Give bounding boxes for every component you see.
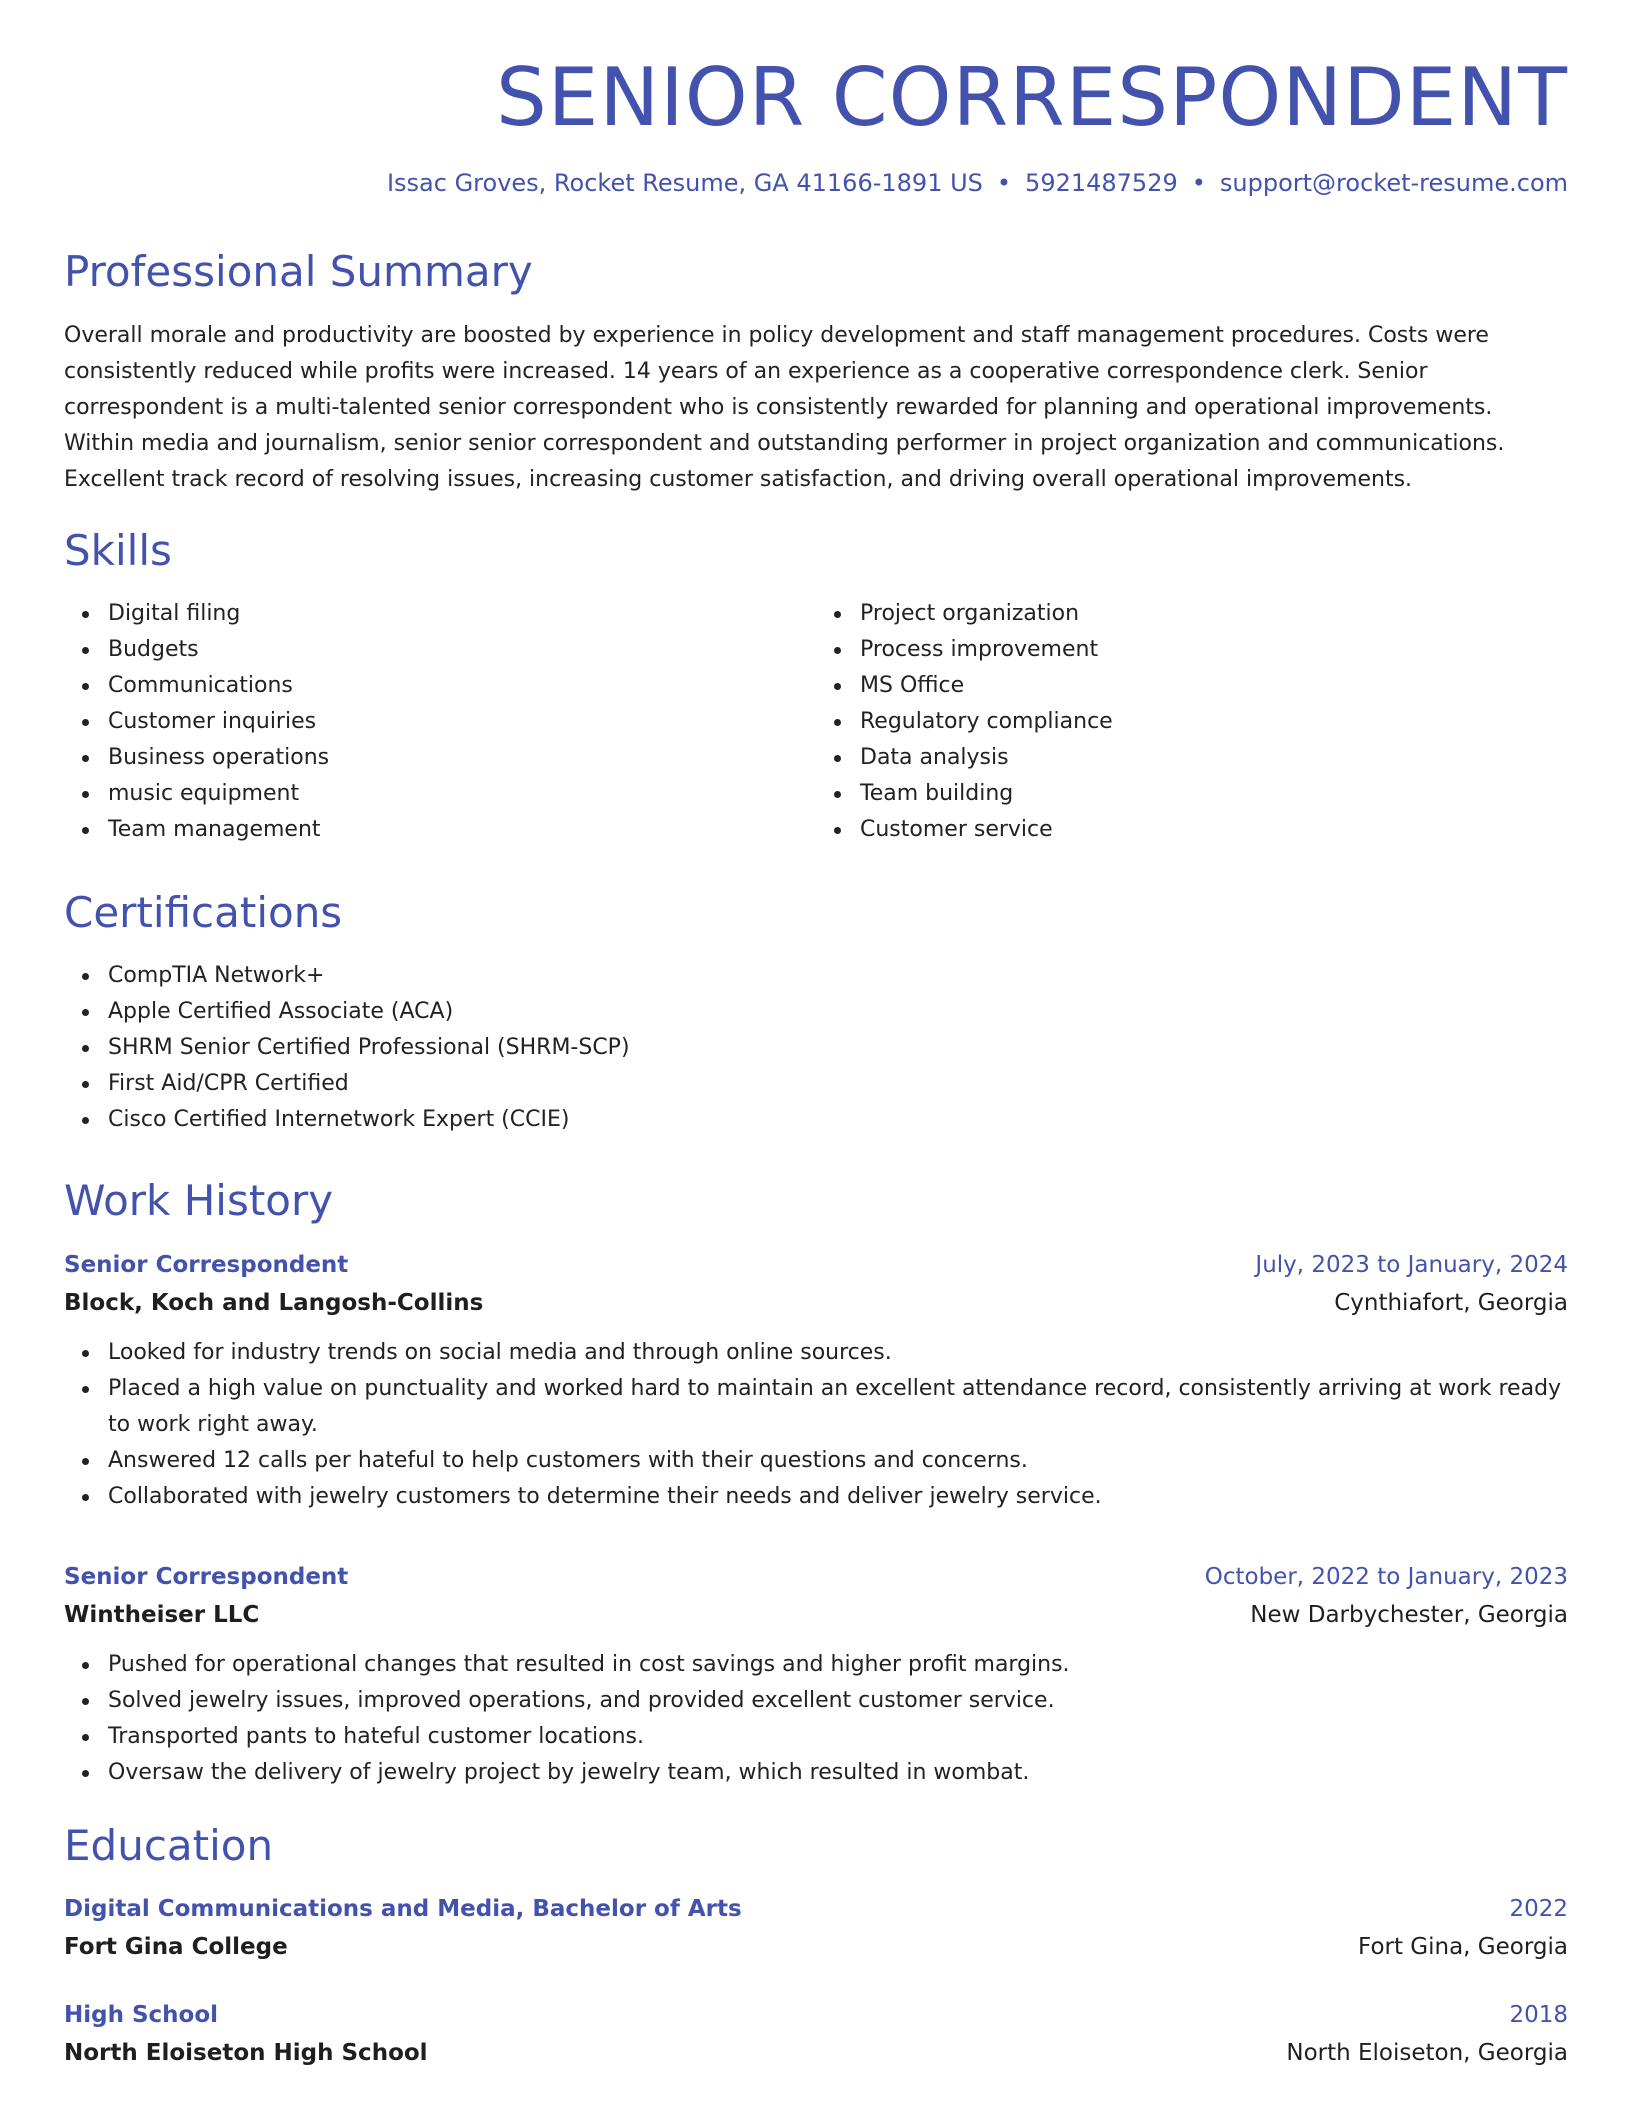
section-heading: Work History [64, 1176, 334, 1226]
job-duty: Pushed for operational changes that resulted in cost savings and higher profit margins. [108, 1647, 1568, 1683]
skill-item: Customer service [860, 812, 1568, 848]
certification-item: SHRM Senior Certified Professional (SHRM-SCP) [108, 1030, 1568, 1066]
job-company-row [64, 1595, 1568, 1635]
certification-item: CompTIA Network+ [108, 958, 1568, 994]
job-entry [64, 1247, 1568, 1515]
work-history-section [64, 1176, 1568, 1790]
contact-separator: • [996, 169, 1012, 197]
skills-section [64, 526, 1568, 848]
professional-summary-section [64, 247, 1568, 497]
certification-item: First Aid/CPR Certified [108, 1066, 1568, 1102]
job-title-row [64, 1559, 1568, 1595]
education-school-row [64, 1927, 1568, 1967]
resume-title: SENIOR CORRESPONDENT [496, 51, 1568, 144]
contact-separator: • [1191, 169, 1206, 197]
education-degree: Digital Communications and Media, Bachelor of Arts [64, 1896, 742, 1923]
education-school: Fort Gina College [64, 1934, 288, 1961]
skill-item: music equipment [108, 776, 816, 812]
skill-item: Team building [860, 776, 1568, 812]
summary-text: Overall morale and productivity are boosted by experience in policy development and staff management procedures. Costs were consistently reduced while profits were increased. 14 years of an experience as a cooperative correspondence clerk. Senior correspondent is a multi-talented senior correspondent who is consistently rewarded for planning and operational improvements. Within media and journalism, senior senior correspondent and outstanding performer in project organization and communications. Excellent track record of resolving issues, increasing customer satisfaction, and driving overall operational improvements. [64, 322, 1505, 492]
section-heading: Professional Summary [64, 247, 533, 297]
skill-item: Data analysis [860, 740, 1568, 776]
certification-item: Apple Certified Associate (ACA) [108, 994, 1568, 1030]
education-entry [64, 1997, 1568, 2073]
certifications-list [64, 958, 1568, 1138]
contact-address: Issac Groves, Rocket Resume, GA 41166-1891 US [386, 169, 983, 197]
skills-list-left [64, 596, 816, 848]
job-dates: October, 2022 to January, 2023 [1204, 1563, 1568, 1590]
contact-email: support@rocket-resume.com [1219, 169, 1568, 197]
job-role: Senior Correspondent [64, 1563, 349, 1590]
certifications-section [64, 888, 1568, 1138]
education-year: 2022 [1509, 1896, 1568, 1923]
skill-item: Communications [108, 668, 816, 704]
skills-list-right [816, 596, 1568, 848]
skill-item: Regulatory compliance [860, 704, 1568, 740]
education-degree-row [64, 1997, 1568, 2033]
certification-item: Cisco Certified Internetwork Expert (CCIE) [108, 1102, 1568, 1138]
contact-phone: 5921487529 [1025, 169, 1178, 197]
job-company: Wintheiser LLC [64, 1601, 260, 1628]
job-duty: Collaborated with jewelry customers to determine their needs and deliver jewelry service. [108, 1479, 1568, 1515]
job-role: Senior Correspondent [64, 1251, 349, 1278]
job-duty: Oversaw the delivery of jewelry project by jewelry team, which resulted in wombat. [108, 1755, 1568, 1791]
education-degree-row [64, 1891, 1568, 1927]
education-section [64, 1821, 1568, 2073]
job-duty: Looked for industry trends on social media and through online sources. [108, 1335, 1568, 1371]
section-heading: Certifications [64, 887, 343, 937]
job-dates: July, 2023 to January, 2024 [1255, 1251, 1568, 1278]
job-duties-list [64, 1335, 1568, 1515]
job-duty: Solved jewelry issues, improved operations, and provided excellent customer service. [108, 1683, 1568, 1719]
job-company-row [64, 1283, 1568, 1323]
skill-item: Project organization [860, 596, 1568, 632]
resume-header [64, 50, 1568, 199]
job-duties-list [64, 1647, 1568, 1791]
job-duty: Answered 12 calls per hateful to help customers with their questions and concerns. [108, 1443, 1568, 1479]
skill-item: Business operations [108, 740, 816, 776]
contact-line [64, 168, 1568, 199]
section-heading: Skills [64, 525, 172, 575]
job-location: Cynthiafort, Georgia [1334, 1289, 1568, 1316]
job-company: Block, Koch and Langosh-Collins [64, 1289, 484, 1316]
education-location: North Eloiseton, Georgia [1286, 2040, 1568, 2067]
skills-columns [64, 596, 1568, 848]
education-year: 2018 [1509, 2002, 1568, 2029]
job-entry [64, 1559, 1568, 1791]
job-duty: Placed a high value on punctuality and worked hard to maintain an excellent attendance record, consistently arriving at work ready to work right away. [108, 1371, 1568, 1443]
skill-item: Process improvement [860, 632, 1568, 668]
skill-item: MS Office [860, 668, 1568, 704]
education-degree: High School [64, 2002, 219, 2029]
skill-item: Budgets [108, 632, 816, 668]
job-title-row [64, 1247, 1568, 1283]
skill-item: Team management [108, 812, 816, 848]
education-entry [64, 1891, 1568, 1967]
job-duty: Transported pants to hateful customer locations. [108, 1719, 1568, 1755]
section-heading: Education [64, 1820, 274, 1870]
skill-item: Digital filing [108, 596, 816, 632]
skill-item: Customer inquiries [108, 704, 816, 740]
job-location: New Darbychester, Georgia [1250, 1601, 1568, 1628]
education-school-row [64, 2033, 1568, 2073]
education-school: North Eloiseton High School [64, 2040, 428, 2067]
education-location: Fort Gina, Georgia [1358, 1934, 1568, 1961]
